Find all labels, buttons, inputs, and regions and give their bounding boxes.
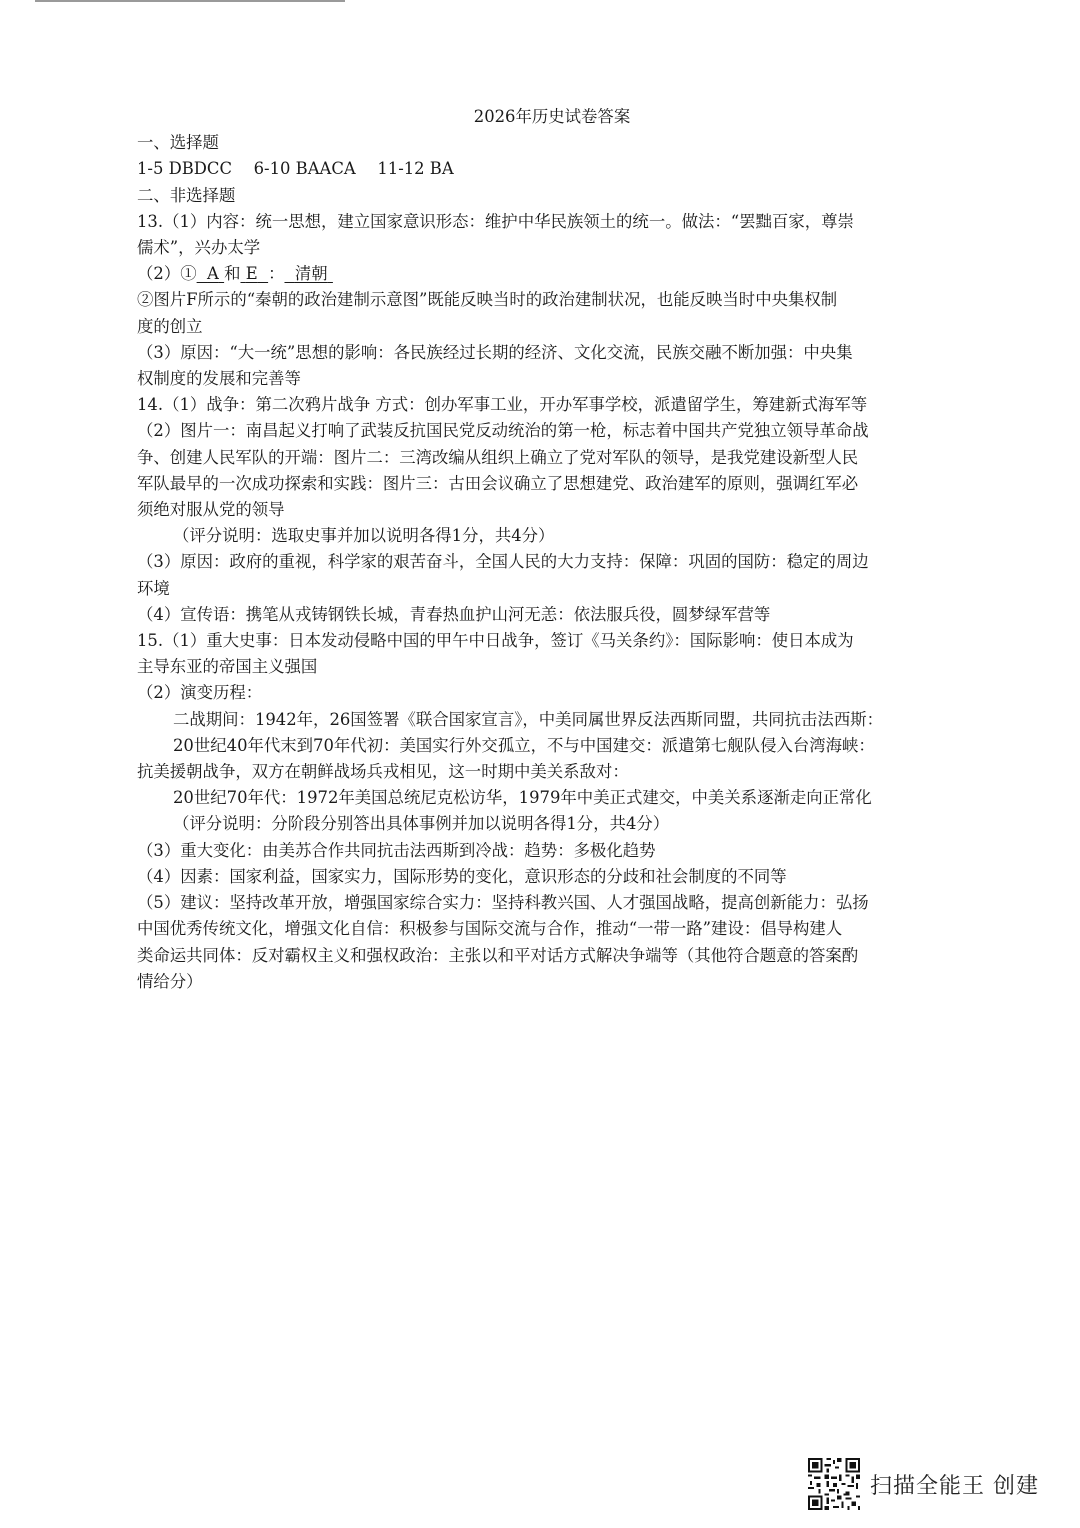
q14-part3-line2: 环境 xyxy=(137,578,170,598)
nonchoice-heading: 二、非选择题 xyxy=(137,185,236,205)
q15-part3: （3）重大变化：由美苏合作共同抗击法西斯到冷战：趋势：多极化趋势 xyxy=(137,840,656,860)
q14-part1: 14.（1）战争：第二次鸦片战争 方式：创办军事工业，开办军事学校，派遣留学生，筹建新式海军等 xyxy=(137,395,868,415)
q13-part2-2-line1: ②图片F所示的“秦朝的政治建制示意图”既能反映当时的政治建制状况，也能反映当时中央集权制 xyxy=(137,290,838,310)
q15-1940s-1970s-line2: 抗美援朝战争，双方在朝鲜战场兵戎相见，这一时期中美关系敌对： xyxy=(137,762,629,782)
q15-part1-line1: 15.（1）重大史事：日本发动侵略中国的甲午中日战争，签订《马关条约》：国际影响：使日本成为 xyxy=(137,631,854,651)
scanner-watermark-text: 扫描全能王 创建 xyxy=(870,1473,1039,1499)
qr-code-icon xyxy=(808,1458,860,1510)
page-title: 2026年历史试卷答案 xyxy=(473,107,631,126)
q15-part5-line4: 情给分） xyxy=(137,971,203,991)
q15-1940s-1970s-line1: 20世纪40年代末到70年代初：美国实行外交孤立，不与中国建交：派遣第七舰队侵入台湾海峡： xyxy=(173,735,875,755)
choice-answers: 1-5 DBDCC 6-10 BAACA 11-12 BA xyxy=(137,159,454,179)
q15-scoring-note: （评分说明：分阶段分别答出具体事例并加以说明各得1分，共4分） xyxy=(173,814,670,834)
q14-part2-line4: 须绝对服从党的领导 xyxy=(137,500,285,520)
q13-part3-line2: 权制度的发展和完善等 xyxy=(137,369,301,389)
q14-scoring-note: （评分说明：选取史事并加以说明各得1分，共4分） xyxy=(173,526,555,546)
q13-part2-2-line2: 度的创立 xyxy=(137,316,203,336)
q13-blank-3: 清朝 xyxy=(294,264,328,284)
q13-part2-prefix: （2）① xyxy=(137,264,197,284)
q15-1970s-period: 20世纪70年代：1972年美国总统尼克松访华，1979年中美正式建交，中美关系逐渐走向正常化 xyxy=(173,788,872,808)
answer-sheet xyxy=(137,104,947,995)
q13-part2-line xyxy=(137,261,947,287)
q14-part3-line1: （3）原因：政府的重视，科学家的艰苦奋斗，全国人民的大力支持：保障：巩固的国防：稳定的周边 xyxy=(137,552,869,572)
q15-ww2-period: 二战期间：1942年，26国签署《联合国家宣言》，中美同属世界反法西斯同盟，共同抗击法西斯： xyxy=(173,709,883,729)
q13-colon: ： xyxy=(268,264,285,284)
scanner-watermark xyxy=(808,1457,1039,1511)
q15-part1-line2: 主导东亚的帝国主义强国 xyxy=(137,657,318,677)
q15-part5-line3: 类命运共同体：反对霸权主义和强权政治：主张以和平对话方式解决争端等（其他符合题意的答案酌 xyxy=(137,945,859,965)
q13-and: 和 xyxy=(224,264,241,284)
q14-part2-line2: 争、创建人民军队的开端：图片二：三湾改编从组织上确立了党对军队的领导，是我党建设新型人民 xyxy=(137,447,859,467)
q13-part1-line2: 儒术”，兴办太学 xyxy=(137,238,261,258)
choice-heading: 一、选择题 xyxy=(137,133,219,153)
q14-part4: （4）宣传语：携笔从戎铸钢铁长城，青春热血护山河无恙：依法服兵役，圆梦绿军营等 xyxy=(137,604,771,624)
q13-part3-line1: （3）原因：“大一统”思想的影响：各民族经过长期的经济、文化交流，民族交融不断加强：中央集 xyxy=(137,342,853,362)
q13-part1-line1: 13.（1）内容：统一思想，建立国家意识形态：维护中华民族领土的统一。做法：“罢黜百家，尊崇 xyxy=(137,211,854,231)
q15-part5-line1: （5）建议：坚持改革开放，增强国家综合实力：坚持科教兴国、人才强国战略，提高创新能力：弘扬 xyxy=(137,893,869,913)
q13-blank-2: E xyxy=(245,264,258,284)
q15-part5-line2: 中国优秀传统文化，增强文化自信：积极参与国际交流与合作，推动“一带一路”建设：倡导构建人 xyxy=(137,919,843,939)
q15-part2-heading: （2）演变历程： xyxy=(137,683,263,703)
q14-part2-line3: 军队最早的一次成功探索和实践：图片三：古田会议确立了思想建党、政治建军的原则，强调红军必 xyxy=(137,473,859,493)
top-scan-edge xyxy=(35,0,345,2)
q14-part2-line1: （2）图片一：南昌起义打响了武装反抗国民党反动统治的第一枪，标志着中国共产党独立领导革命战 xyxy=(137,421,869,441)
q15-part4: （4）因素：国家利益，国家实力，国际形势的变化，意识形态的分歧和社会制度的不同等 xyxy=(137,866,787,886)
q13-blank-1: A xyxy=(207,264,219,284)
